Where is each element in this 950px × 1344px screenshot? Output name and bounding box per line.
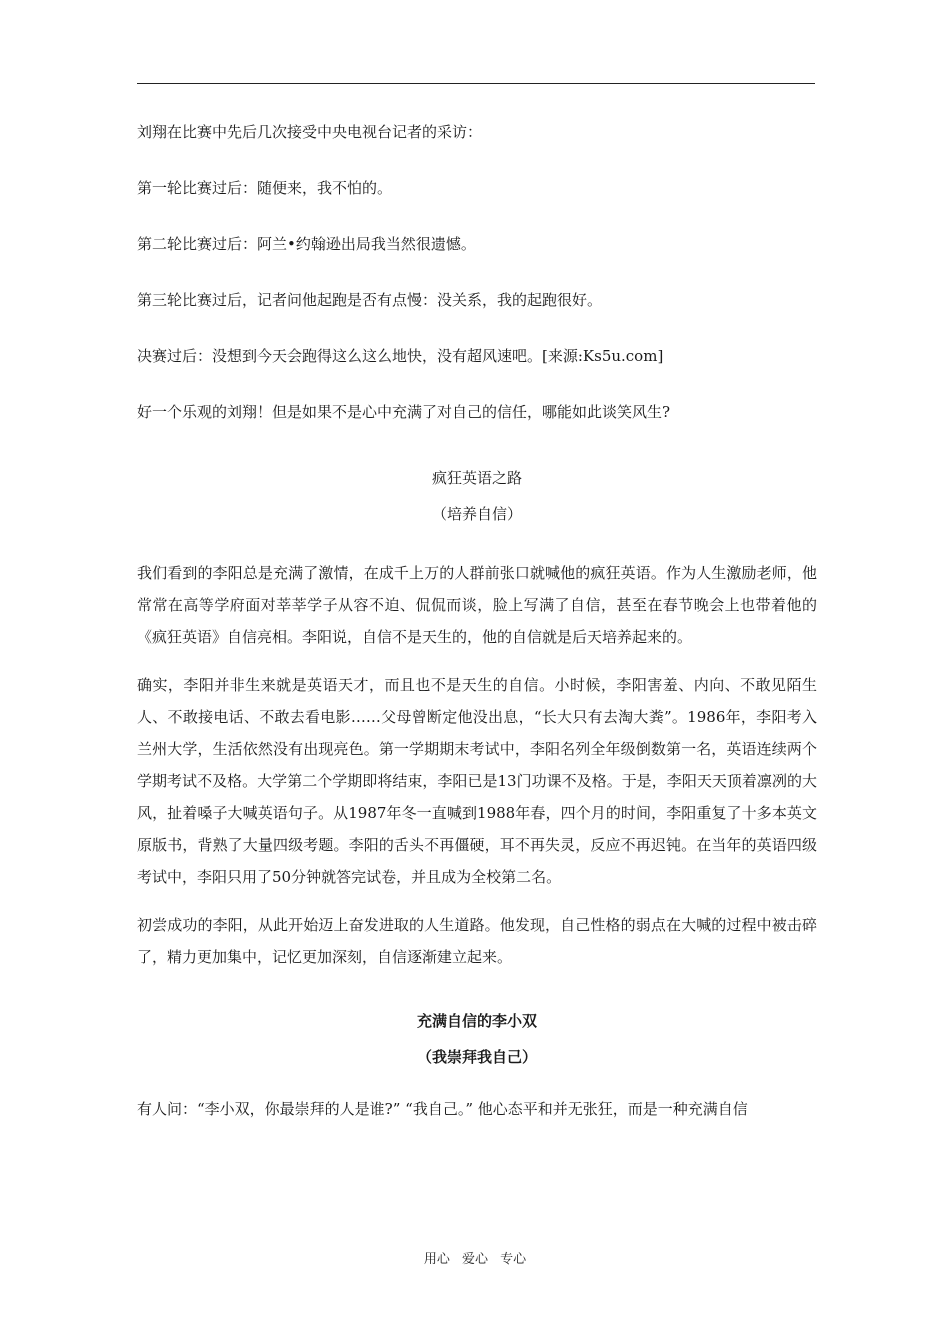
header-rule: [137, 83, 815, 84]
section1-title: 疯狂英语之路: [431, 469, 522, 487]
intro-line-4: 第三轮比赛过后，记者问他起跑是否有点慢：没关系，我的起跑很好。: [137, 291, 603, 309]
intro-line-3: 第二轮比赛过后：阿兰•约翰逊出局我当然很遗憾。: [137, 235, 476, 253]
section2-subtitle: （我崇拜我自己）: [416, 1048, 537, 1066]
section2-paragraph-1: 有人问：“李小双，你最崇拜的人是谁?” “我自己。” 他心态平和并无张狂，而是一种充满自信: [137, 1100, 748, 1118]
section1-paragraph-2: 确实，李阳并非生来就是英语天才，而且也不是天生的自信。小时候，李阳害羞、内向、不敢见陌生人、不敢接电话、不敢去看电影……父母曾断定他没出息，“长大只有去淘大粪”。1986年，李阳考入兰州大学，生活依然没有出现亮色。第一学期期末考试中，李阳名列全年级倒数第一名，英语连续两个学期考试不及格。大学第二个学期即将结束，李阳已是13门功课不及格。于是，李阳天天顶着凛冽的大风，扯着嗓子大喊英语句子。从1987年冬一直喊到1988年春，四个月的时间，李阳重复了十多本英文原版书，背熟了大量四级考题。李阳的舌头不再僵硬，耳不再失灵，反应不再迟钝。在当年的英语四级考试中，李阳只用了50分钟就答完试卷，并且成为全校第二名。: [137, 676, 817, 886]
footer-item: 爱心: [461, 1252, 488, 1267]
footer-item: 用心: [423, 1252, 450, 1267]
intro-line-2: 第一轮比赛过后：随便来，我不怕的。: [137, 179, 393, 197]
section2-title: 充满自信的李小双: [416, 1012, 537, 1030]
intro-line-1: 刘翔在比赛中先后几次接受中央电视台记者的采访：: [137, 123, 483, 141]
intro-line-5: 决赛过后：没想到今天会跑得这么这么地快，没有超风速吧。[来源:Ks5u.com]: [137, 347, 664, 365]
section1-subtitle: （培养自信）: [431, 505, 522, 523]
section1-paragraph-1: 我们看到的李阳总是充满了激情，在成千上万的人群前张口就喊他的疯狂英语。作为人生激励老师，他常常在高等学府面对莘莘学子从容不迫、侃侃而谈，脸上写满了自信，甚至在春节晚会上也带着他的《疯狂英语》自信亮相。李阳说，自信不是天生的，他的自信就是后天培养起来的。: [137, 564, 817, 646]
footer-item: 专心: [500, 1252, 527, 1267]
document-body: [137, 120, 817, 1125]
page-footer: [0, 1248, 950, 1267]
intro-line-6: 好一个乐观的刘翔！但是如果不是心中充满了对自己的信任，哪能如此谈笑风生?: [137, 403, 671, 421]
section1-paragraph-3: 初尝成功的李阳，从此开始迈上奋发进取的人生道路。他发现，自己性格的弱点在大喊的过程中被击碎了，精力更加集中，记忆更加深刻，自信逐渐建立起来。: [137, 916, 817, 966]
